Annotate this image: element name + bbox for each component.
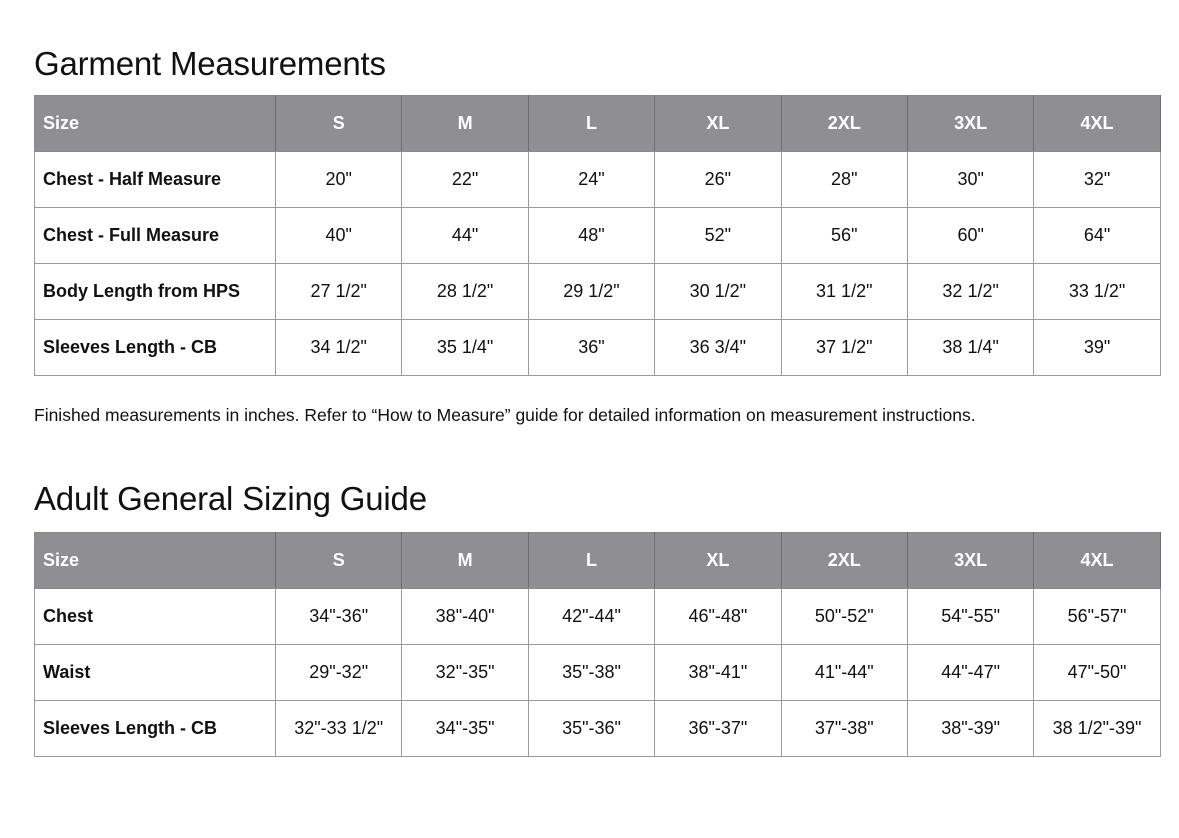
- measurement-cell: 36": [528, 320, 654, 376]
- measurement-cell: 48": [528, 208, 654, 264]
- measurement-cell: 38"-39": [907, 701, 1033, 757]
- size-header: XL: [655, 96, 781, 152]
- measurement-cell: 29 1/2": [528, 264, 654, 320]
- measurement-cell: 52": [655, 208, 781, 264]
- table-row: [35, 152, 1161, 208]
- measurement-cell: 41"-44": [781, 645, 907, 701]
- measurement-cell: 64": [1034, 208, 1160, 264]
- measurement-cell: 34"-35": [402, 701, 528, 757]
- measurement-cell: 29"-32": [276, 645, 402, 701]
- measurement-cell: 47"-50": [1034, 645, 1160, 701]
- table-header-row: [35, 96, 1161, 152]
- measurement-cell: 37 1/2": [781, 320, 907, 376]
- measurement-cell: 46"-48": [655, 589, 781, 645]
- size-header: S: [276, 96, 402, 152]
- measurement-cell: 22": [402, 152, 528, 208]
- size-header: 4XL: [1034, 533, 1160, 589]
- size-header: 4XL: [1034, 96, 1160, 152]
- row-label: Chest: [35, 589, 276, 645]
- size-header: S: [276, 533, 402, 589]
- table-row: [35, 264, 1161, 320]
- measurement-cell: 38 1/4": [907, 320, 1033, 376]
- measurement-cell: 38"-41": [655, 645, 781, 701]
- measurement-cell: 35 1/4": [402, 320, 528, 376]
- measurement-cell: 32"-33 1/2": [276, 701, 402, 757]
- table-row: [35, 701, 1161, 757]
- table-header-row: [35, 533, 1161, 589]
- measurement-cell: 56"-57": [1034, 589, 1160, 645]
- measurement-cell: 24": [528, 152, 654, 208]
- measurement-cell: 38 1/2"-39": [1034, 701, 1160, 757]
- measurement-cell: 32"-35": [402, 645, 528, 701]
- measurement-cell: 56": [781, 208, 907, 264]
- measurement-cell: 44"-47": [907, 645, 1033, 701]
- measurement-cell: 30 1/2": [655, 264, 781, 320]
- size-header: M: [402, 96, 528, 152]
- measurement-cell: 35"-38": [528, 645, 654, 701]
- measurement-cell: 60": [907, 208, 1033, 264]
- measurement-cell: 36"-37": [655, 701, 781, 757]
- size-header: L: [528, 533, 654, 589]
- measurement-cell: 33 1/2": [1034, 264, 1160, 320]
- size-header: M: [402, 533, 528, 589]
- measurement-cell: 37"-38": [781, 701, 907, 757]
- measurement-cell: 30": [907, 152, 1033, 208]
- measurement-cell: 36 3/4": [655, 320, 781, 376]
- table-row: [35, 208, 1161, 264]
- table-row: [35, 645, 1161, 701]
- size-header: 3XL: [907, 533, 1033, 589]
- measurement-cell: 34 1/2": [276, 320, 402, 376]
- measurement-cell: 50"-52": [781, 589, 907, 645]
- measurement-cell: 44": [402, 208, 528, 264]
- measurement-cell: 32 1/2": [907, 264, 1033, 320]
- size-header: L: [528, 96, 654, 152]
- measurement-cell: 28": [781, 152, 907, 208]
- measurement-cell: 20": [276, 152, 402, 208]
- measurement-cell: 35"-36": [528, 701, 654, 757]
- row-label: Waist: [35, 645, 276, 701]
- measurement-cell: 54"-55": [907, 589, 1033, 645]
- row-label: Sleeves Length - CB: [35, 320, 276, 376]
- size-header: 2XL: [781, 533, 907, 589]
- measurement-cell: 28 1/2": [402, 264, 528, 320]
- measurement-cell: 34"-36": [276, 589, 402, 645]
- adult-sizing-guide-title: Adult General Sizing Guide: [34, 480, 427, 517]
- adult-sizing-guide-table: [34, 532, 1161, 757]
- table-row: [35, 589, 1161, 645]
- size-header-label: Size: [35, 96, 276, 152]
- measurement-cell: 26": [655, 152, 781, 208]
- size-header: XL: [655, 533, 781, 589]
- row-label: Chest - Full Measure: [35, 208, 276, 264]
- measurement-cell: 32": [1034, 152, 1160, 208]
- table-row: [35, 320, 1161, 376]
- measurement-footnote: Finished measurements in inches. Refer to “How to Measure” guide for detailed information on measurement instructions.: [34, 405, 976, 425]
- measurement-cell: 31 1/2": [781, 264, 907, 320]
- garment-measurements-title: Garment Measurements: [34, 45, 386, 82]
- row-label: Body Length from HPS: [35, 264, 276, 320]
- measurement-cell: 39": [1034, 320, 1160, 376]
- row-label: Sleeves Length - CB: [35, 701, 276, 757]
- garment-measurements-table: [34, 95, 1161, 376]
- size-header: 2XL: [781, 96, 907, 152]
- measurement-cell: 40": [276, 208, 402, 264]
- measurement-cell: 38"-40": [402, 589, 528, 645]
- measurement-cell: 42"-44": [528, 589, 654, 645]
- measurement-cell: 27 1/2": [276, 264, 402, 320]
- size-header: 3XL: [907, 96, 1033, 152]
- row-label: Chest - Half Measure: [35, 152, 276, 208]
- size-header-label: Size: [35, 533, 276, 589]
